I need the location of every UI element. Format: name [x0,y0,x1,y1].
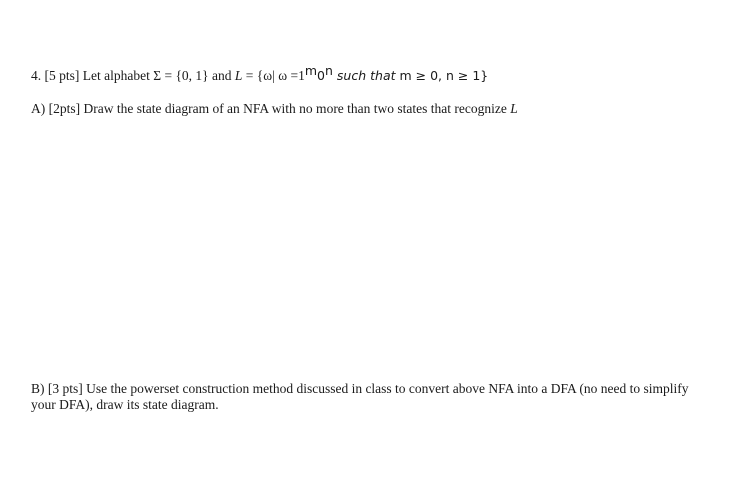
language-symbol: L [234,68,243,83]
part-a-language-symbol: L [510,101,518,116]
question-intro: Let alphabet [79,68,154,83]
sigma-symbol: Σ [153,68,162,83]
part-a-prompt [31,101,711,117]
exponent-n: n [325,63,333,78]
exponent-m: m [304,63,318,78]
part-b-text: B) [3 pts] Use the powerset construction method discussed in class to convert above NFA into a DFA (no need to simplify your DFA), draw its state diagram. [31,381,689,413]
such-that-text: such that [332,68,400,83]
part-b-answer-area[interactable] [31,425,711,490]
part-b-prompt [31,381,711,413]
zero-symbol: 0 [317,68,325,83]
condition-text: m ≥ 0, n ≥ 1 [399,68,481,83]
part-a-text: A) [2pts] Draw the state diagram of an NFA with no more than two states that recognize [31,101,511,116]
language-close: } [480,68,489,83]
question-number-points: 4. [5 pts] [31,68,80,83]
language-open: = {ω| ω =1 [242,68,305,83]
part-a-answer-area[interactable] [31,125,711,370]
question-header [31,63,711,84]
sigma-definition: = {0, 1} and [161,68,235,83]
